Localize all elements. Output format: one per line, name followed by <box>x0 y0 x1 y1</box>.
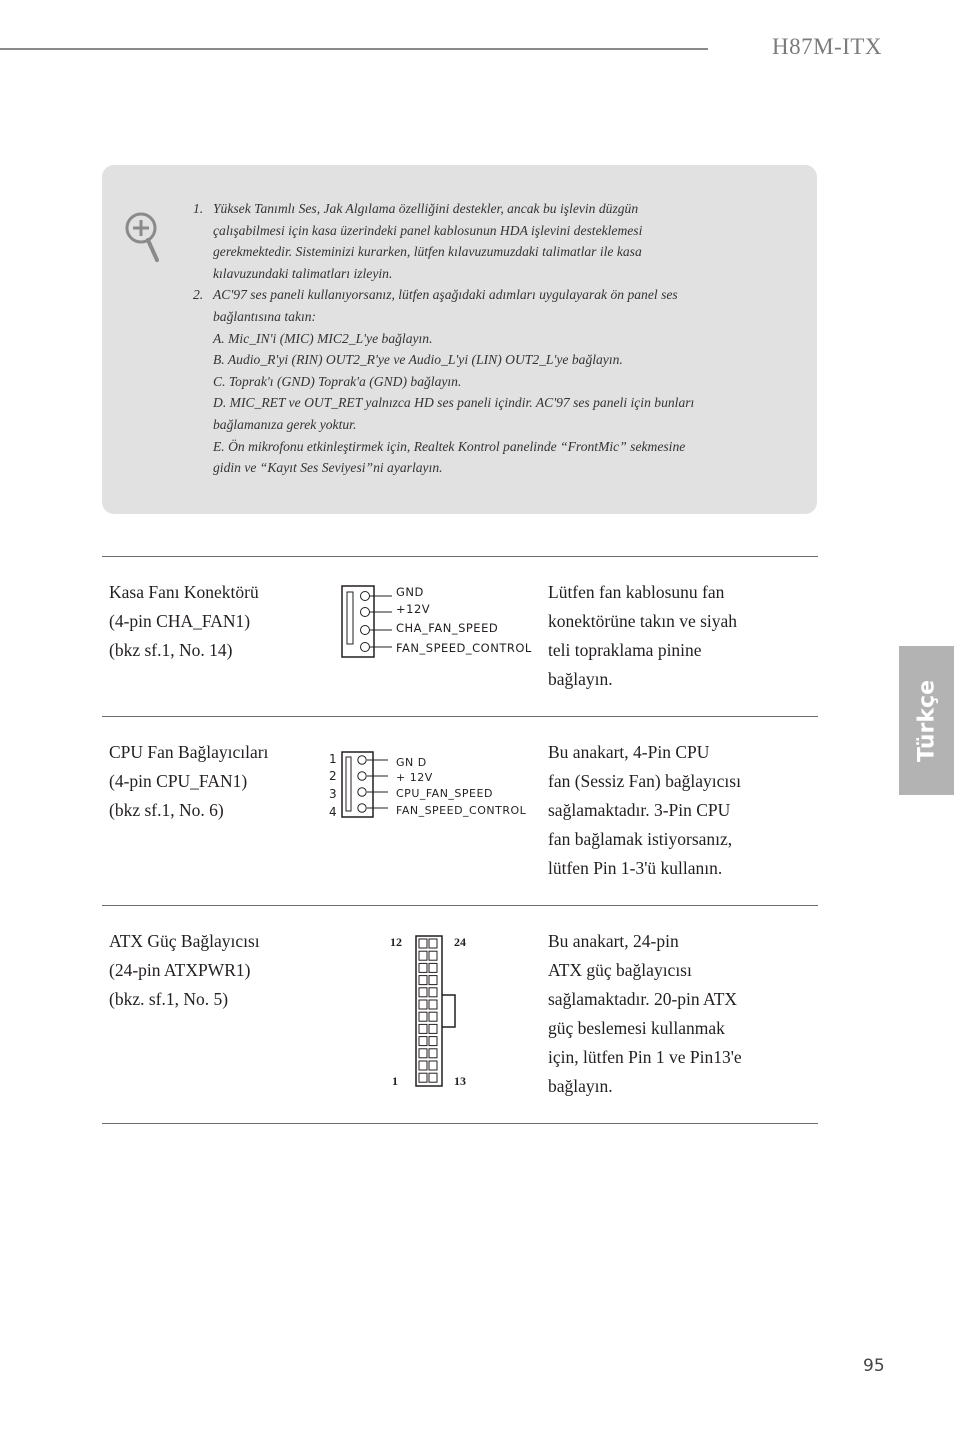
pin-number: 4 <box>329 805 337 819</box>
note-line: bağlamanıza gerek yoktur. <box>213 416 357 432</box>
page-number: 95 <box>863 1356 885 1376</box>
pin-label: FAN_SPEED_CONTROL <box>396 804 527 817</box>
atx-pin <box>429 1049 437 1058</box>
atx-pin <box>429 1024 437 1033</box>
label-line: (bkz sf.1, No. 14) <box>109 640 233 660</box>
atx-pin <box>429 1000 437 1009</box>
desc-line: için, lütfen Pin 1 ve Pin13'e <box>548 1047 742 1067</box>
atx-pin <box>429 976 437 985</box>
note-line: Yüksek Tanımlı Ses, Jak Algılama özelliğini destekler, ancak bu işlevin düzgün <box>213 201 639 216</box>
label-line: (bkz sf.1, No. 6) <box>109 800 224 820</box>
pin-label: CPU_FAN_SPEED <box>396 787 493 800</box>
note-line: bağlantısına takın: <box>213 308 317 324</box>
corner-pin-label: 24 <box>454 935 466 949</box>
section-divider <box>102 905 818 906</box>
atx-pin <box>419 1073 427 1082</box>
note-line: A. Mic_IN'i (MIC) MIC2_L'ye bağlayın. <box>213 330 433 346</box>
pin-number: 1 <box>329 752 337 766</box>
side-tab-label: Türkçe <box>914 679 939 762</box>
desc-line: konektörüne takın ve siyah <box>548 611 738 631</box>
atx-pin <box>419 1061 427 1070</box>
atx-pin <box>429 963 437 972</box>
atx-pin <box>419 988 427 997</box>
section-divider <box>102 556 818 557</box>
header-rule <box>0 48 708 50</box>
note-line: C. Toprak'ı (GND) Toprak'a (GND) bağlayın. <box>213 373 462 389</box>
desc-line: Bu anakart, 24-pin <box>548 931 679 951</box>
desc-line: fan (Sessiz Fan) bağlayıcısı <box>548 771 741 791</box>
label-line: Kasa Fanı Konektörü <box>109 582 259 602</box>
atx-pin <box>419 1037 427 1046</box>
note-item <box>190 284 760 478</box>
note-number: 1. <box>193 201 204 216</box>
section-divider <box>102 1123 818 1124</box>
corner-pin-label: 12 <box>390 935 402 949</box>
desc-line: sağlamaktadır. 20-pin ATX <box>548 989 738 1009</box>
note-line: kılavuzundaki talimatları izleyin. <box>213 265 393 281</box>
atx-pin <box>429 988 437 997</box>
desc-line: güç beslemesi kullanmak <box>548 1018 725 1038</box>
atx-pin <box>429 1037 437 1046</box>
desc-line: bağlayın. <box>548 669 613 689</box>
note-line: AC'97 ses paneli kullanıyorsanız, lütfen aşağıdaki adımları uygulayarak ön panel ses <box>213 287 678 303</box>
cpu-fan-label <box>109 738 268 825</box>
pin-label: + 12V <box>396 771 433 784</box>
atx-pin <box>429 1073 437 1082</box>
desc-line: Lütfen fan kablosunu fan <box>548 582 725 602</box>
label-line: (bkz. sf.1, No. 5) <box>109 989 229 1009</box>
atx-power-connector-diagram <box>386 930 482 1092</box>
magnifier-plus-icon <box>124 210 166 266</box>
atx-pin <box>419 976 427 985</box>
cha-fan-connector-diagram <box>340 584 540 660</box>
cpu-fan-connector-diagram <box>326 748 536 822</box>
desc-line: teli topraklama pinine <box>548 640 702 660</box>
desc-line: ATX güç bağlayıcısı <box>548 960 692 980</box>
atx-pin <box>419 939 427 948</box>
atx-pin <box>419 1024 427 1033</box>
note-line: gerekmektedir. Sisteminizi kurarken, lütfen kılavuzumuzdaki talimatlar ile kasa <box>213 244 642 260</box>
section-divider <box>102 716 818 717</box>
atx-pin <box>419 951 427 960</box>
cha-fan-label <box>109 578 259 665</box>
atx-pin <box>419 1000 427 1009</box>
pin-label: GN D <box>396 756 427 769</box>
label-line: (24-pin ATXPWR1) <box>109 960 251 980</box>
note-line: B. Audio_R'yi (RIN) OUT2_R'ye ve Audio_L'yi (LIN) OUT2_L'ye bağlayın. <box>213 352 623 368</box>
pin-label: FAN_SPEED_CONTROL <box>396 641 532 655</box>
pin-label: GND <box>396 585 424 599</box>
pin-label: CHA_FAN_SPEED <box>396 621 499 635</box>
language-side-tab <box>899 646 954 795</box>
atx-pin <box>429 951 437 960</box>
cha-fan-description <box>548 578 737 694</box>
cpu-fan-description <box>548 738 741 883</box>
note-item <box>190 198 760 284</box>
atx-pin <box>429 1012 437 1021</box>
atx-pin <box>429 939 437 948</box>
corner-pin-label: 13 <box>454 1074 466 1088</box>
note-line: D. MIC_RET ve OUT_RET yalnızca HD ses paneli içindir. AC'97 ses paneli için bunları <box>213 395 695 411</box>
label-line: (4-pin CHA_FAN1) <box>109 611 251 631</box>
note-number: 2. <box>193 287 204 303</box>
atx-pin <box>419 1049 427 1058</box>
atx-pin <box>429 1061 437 1070</box>
desc-line: bağlayın. <box>548 1076 613 1096</box>
atx-pin <box>419 963 427 972</box>
label-line: CPU Fan Bağlayıcıları <box>109 742 269 762</box>
model-name: H87M-ITX <box>772 34 883 59</box>
corner-pin-label: 1 <box>392 1074 398 1088</box>
pin-number: 2 <box>329 769 337 783</box>
desc-line: fan bağlamak istiyorsanız, <box>548 829 733 849</box>
label-line: (4-pin CPU_FAN1) <box>109 771 248 791</box>
atx-power-description <box>548 927 742 1101</box>
atx-power-label <box>109 927 260 1014</box>
label-line: ATX Güç Bağlayıcısı <box>109 931 260 951</box>
atx-pin <box>419 1012 427 1021</box>
note-line: gidin ve “Kayıt Ses Seviyesi”ni ayarlayın. <box>213 460 443 476</box>
pin-label: +12V <box>396 602 431 616</box>
desc-line: Bu anakart, 4-Pin CPU <box>548 742 710 762</box>
note-line: E. Ön mikrofonu etkinleştirmek için, Realtek Kontrol panelinde “FrontMic” sekmesine <box>213 438 686 454</box>
desc-line: lütfen Pin 1-3'ü kullanın. <box>548 858 723 878</box>
note-list <box>190 198 760 479</box>
pin-number: 3 <box>329 787 337 801</box>
desc-line: sağlamaktadır. 3-Pin CPU <box>548 800 731 820</box>
note-line: çalışabilmesi için kasa üzerindeki panel kablosunun HDA işlevini desteklemesi <box>213 222 643 238</box>
